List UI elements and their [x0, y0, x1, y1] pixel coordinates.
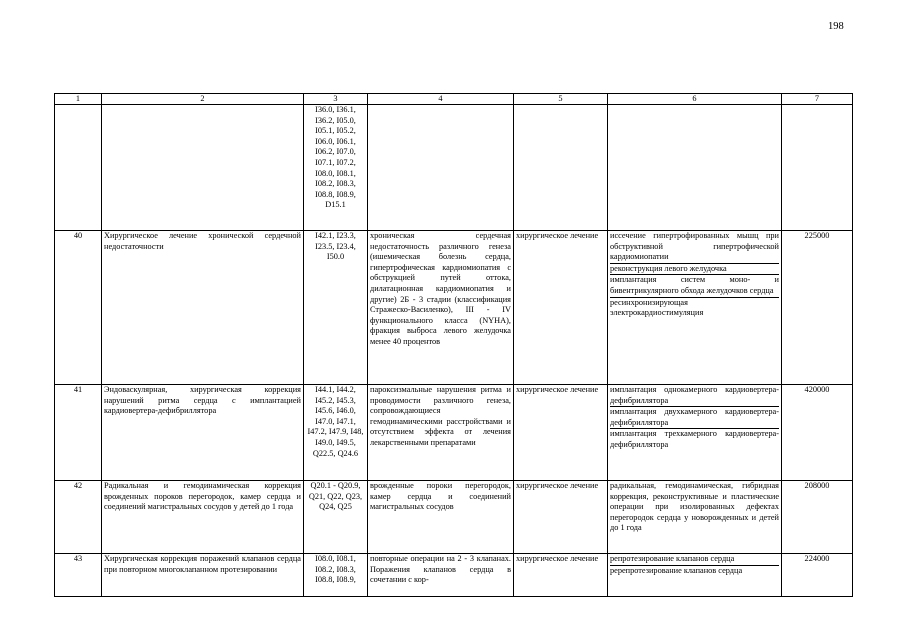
method-item: радикальная, гемодинамическая, гибридная коррекция, реконструктивные и пластические операции при изолированных дефектах перегородок сердца у новорожденных и детей до 1 года	[610, 481, 779, 533]
cost-value: 225000	[782, 231, 853, 385]
table-row	[55, 105, 853, 231]
treatment-type: хирургическое лечение	[514, 481, 608, 554]
treatment-methods	[608, 554, 782, 597]
method-item: имплантация трехкамерного кардиовертера-дефибриллятора	[610, 429, 779, 449]
row-number	[55, 105, 102, 231]
row-number: 41	[55, 385, 102, 481]
row-number: 42	[55, 481, 102, 554]
treatment-type	[514, 105, 608, 231]
icd-codes: Q20.1 - Q20.9, Q21, Q22, Q23, Q24, Q25	[304, 481, 368, 554]
patient-model: врожденные пороки перегородок, камер сердца и соединений магистральных сосудов	[368, 481, 514, 554]
table-body	[55, 105, 853, 597]
column-header: 5	[514, 94, 608, 105]
column-header: 2	[102, 94, 304, 105]
patient-model: пароксизмальные нарушения ритма и проводимости различного генеза, сопровождающиеся гемодинамическими расстройствами и отсутствием эффекта от лечения лекарственными препаратами	[368, 385, 514, 481]
icd-codes: I42.1, I23.3, I23.5, I23.4, I50.0	[304, 231, 368, 385]
treatment-methods	[608, 231, 782, 385]
table-row	[55, 554, 853, 597]
icd-codes: I44.1, I44.2, I45.2, I45.3, I45.6, I46.0, I47.0, I47.1, I47.2, I47.9, I48, I49.0, I49.5, Q22.5, Q24.6	[304, 385, 368, 481]
treatment-methods	[608, 385, 782, 481]
page-number: 198	[828, 21, 844, 32]
method-item: репротезирование клапанов сердца	[610, 554, 735, 563]
column-header: 7	[782, 94, 853, 105]
column-header: 3	[304, 94, 368, 105]
row-number: 43	[55, 554, 102, 597]
care-type-name: Радикальная и гемодинамическая коррекция врожденных пороков перегородок, камер сердца и соединений магистральных сосудов у детей до 1 года	[102, 481, 304, 554]
method-item: ререпротезирование клапанов сердца	[610, 565, 779, 577]
table-row	[55, 385, 853, 481]
method-item: ресинхронизирующая электрокардиостимуляция	[610, 297, 779, 319]
column-header: 4	[368, 94, 514, 105]
cost-value: 420000	[782, 385, 853, 481]
care-type-name	[102, 105, 304, 231]
treatment-type: хирургическое лечение	[514, 385, 608, 481]
patient-model	[368, 105, 514, 231]
table-row	[55, 481, 853, 554]
care-type-name: Хирургическое лечение хронической сердечной недостаточности	[102, 231, 304, 385]
treatment-type: хирургическое лечение	[514, 231, 608, 385]
table-row	[55, 231, 853, 385]
method-item: имплантация систем моно- и бивентрикулярного обхода желудочков сердца	[610, 275, 779, 295]
patient-model: хроническая сердечная недостаточность различного генеза (ишемическая болезнь сердца, гипертрофическая кардиомиопатия с обструкцией путей оттока, дилатационная кардиомиопатия и другие) 2Б - 3 стадии (классификация Стражеско-Василенко), III - IV функционального класса (NYHA), фракция выброса левого желудочка менее 40 процентов	[368, 231, 514, 385]
row-number: 40	[55, 231, 102, 385]
cost-value: 208000	[782, 481, 853, 554]
medical-care-table	[54, 93, 853, 597]
patient-model: повторные операции на 2 - 3 клапанах. Поражения клапанов сердца в сочетании с кор-	[368, 554, 514, 597]
column-number-row	[55, 94, 853, 105]
method-item: имплантация двухкамерного кардиовертера-дефибриллятора	[610, 407, 779, 427]
treatment-type: хирургическое лечение	[514, 554, 608, 597]
cost-value: 224000	[782, 554, 853, 597]
treatment-methods	[608, 481, 782, 554]
cost-value	[782, 105, 853, 231]
column-header: 1	[55, 94, 102, 105]
icd-codes: I08.0, I08.1, I08.2, I08.3, I08.8, I08.9,	[304, 554, 368, 597]
icd-codes: I36.0, I36.1, I36.2, I05.0, I05.1, I05.2, I06.0, I06.1, I06.2, I07.0, I07.1, I07.2, I08.0, I08.1, I08.2, I08.3, I08.8, I08.9, D15.1	[304, 105, 368, 231]
method-item: имплантация однокамерного кардиовертера-дефибриллятора	[610, 385, 779, 405]
care-type-name: Хирургическая коррекция поражений клапанов сердца при повторном многоклапанном протезировании	[102, 554, 304, 597]
method-item: иссечение гипертрофированных мышц при обструктивной гипертрофической кардиомиопатии	[610, 231, 779, 262]
treatment-methods	[608, 105, 782, 231]
column-header: 6	[608, 94, 782, 105]
method-item: реконструкция левого желудочка	[610, 263, 779, 275]
care-type-name: Эндоваскулярная, хирургическая коррекция нарушений ритма сердца с имплантацией кардиовертера-дефибриллятора	[102, 385, 304, 481]
